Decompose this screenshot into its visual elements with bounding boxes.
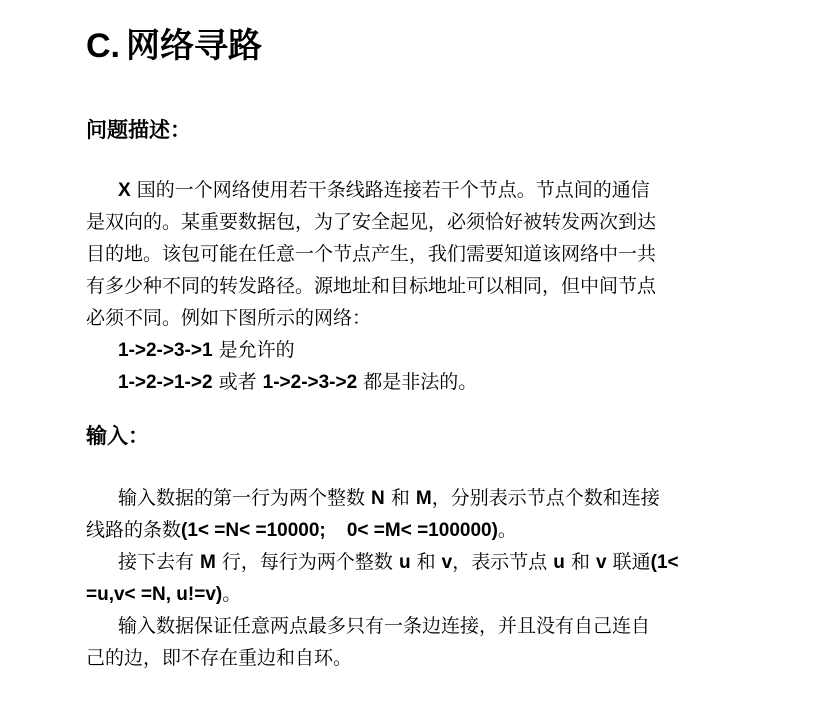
input-heading: 输入： [86, 424, 149, 448]
example-allowed [86, 334, 736, 366]
text-run: 和 [564, 551, 596, 573]
text-line [86, 514, 736, 546]
text-run: 和 [410, 551, 442, 573]
text-run: 是双向的。某重要数据包，为了安全起见，必须恰好被转发两次到达 [86, 211, 657, 233]
text-run: 。 [497, 519, 517, 541]
constraint-range: =u,v< =N, u!=v) [86, 584, 223, 605]
text-line [86, 546, 736, 578]
text-run: 联通 [606, 551, 651, 573]
text-run: 有多少种不同的转发路径。源地址和目标地址可以相同，但中间节点 [86, 275, 657, 297]
bold-term: u [398, 552, 411, 573]
text-line [86, 238, 736, 270]
path-example: 1->2->1->2 [118, 372, 213, 393]
text-run: 输入数据保证任意两点最多只有一条边连接，并且没有自己连自 [118, 615, 651, 637]
text-run: 线路的条数 [86, 519, 182, 541]
text-run: 或者 [212, 371, 263, 393]
bold-term: (1< [650, 552, 679, 573]
text-run: 必须不同。例如下图所示的网络： [86, 307, 372, 329]
text-line [86, 610, 736, 642]
text-run: ，表示节点 [452, 551, 554, 573]
example-illegal [86, 366, 736, 398]
bold-term: M [415, 488, 432, 509]
problem-description [86, 174, 736, 398]
text-line [86, 174, 736, 206]
text-line [86, 642, 736, 674]
text-run: 己的边，即不存在重边和自环。 [86, 647, 353, 669]
text-line [86, 482, 736, 514]
text-line [86, 270, 736, 302]
text-run: 都是非法的。 [357, 371, 478, 393]
text-run: 输入数据的第一行为两个整数 [118, 487, 372, 509]
text-run: 是允许的 [212, 339, 295, 361]
input-description [86, 482, 736, 674]
text-run: 目的地。该包可能在任意一个节点产生，我们需要知道该网络中一共 [86, 243, 657, 265]
problem-description-heading: 问题描述： [86, 118, 191, 142]
text-run: 和 [384, 487, 416, 509]
text-run: 国的一个网络使用若干条线路连接若干个节点。节点间的通信 [130, 179, 650, 201]
text-line [86, 206, 736, 238]
bold-term: X [118, 180, 131, 201]
bold-term: M [200, 552, 216, 573]
text-run: ，分别表示节点个数和连接 [431, 487, 660, 509]
constraint-range: (1< =N< =10000; 0< =M< =100000) [181, 520, 498, 541]
path-example: 1->2->3->1 [118, 340, 213, 361]
text-run: 行，每行为两个整数 [215, 551, 399, 573]
bold-term: N [371, 488, 385, 509]
text-line [86, 578, 736, 610]
text-line [86, 302, 736, 334]
bold-term: v [441, 552, 453, 573]
path-example: 1->2->3->2 [262, 372, 358, 393]
problem-letter: C. [86, 27, 120, 65]
bold-term: v [596, 552, 607, 573]
text-run: 接下去有 [118, 551, 201, 573]
text-run: 。 [222, 583, 242, 605]
problem-name: 网络寻路 [126, 26, 262, 66]
problem-title [86, 24, 262, 68]
bold-term: u [553, 552, 565, 573]
